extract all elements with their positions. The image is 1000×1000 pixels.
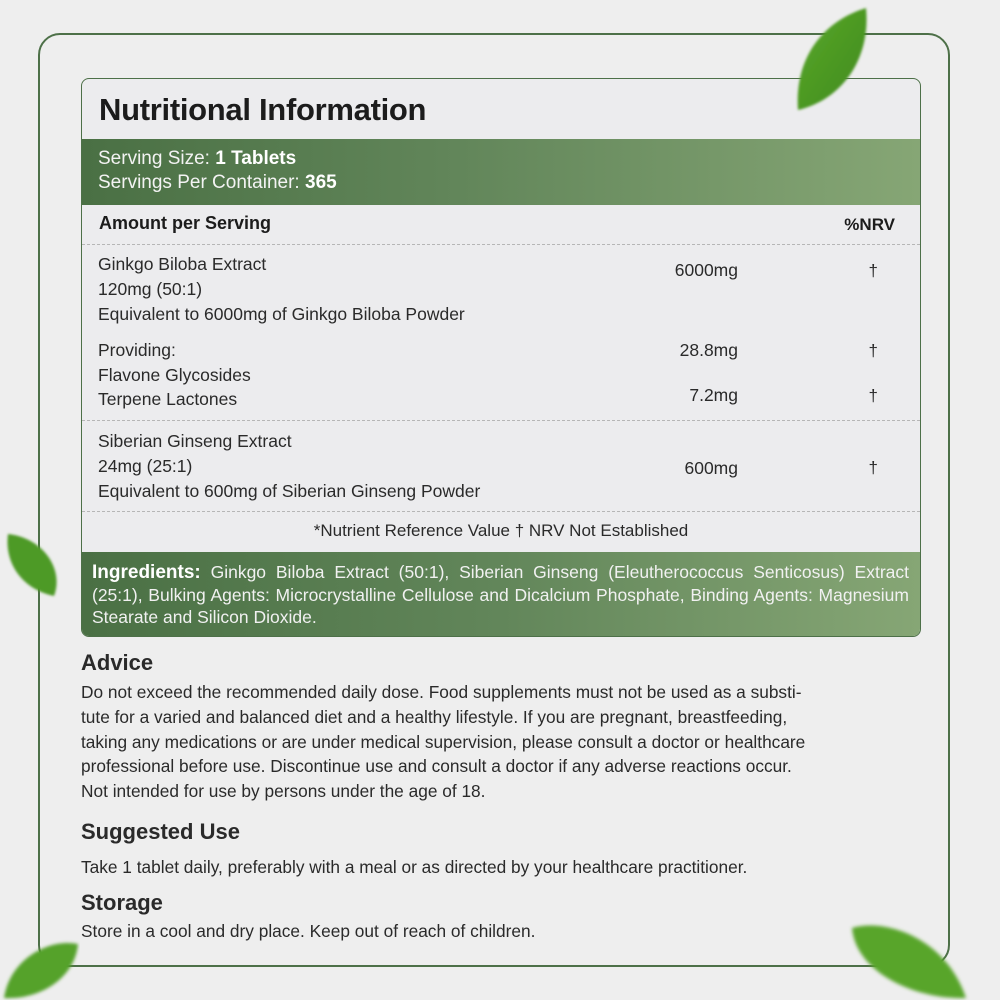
ingredients-text: Ginkgo Biloba Extract (50:1), Siberian Ginseng (Eleutherococcus Senticosus) Extract (25:1), Bulking Agents: Microcrystalline Cellulose and Dicalcium Phosphate, Binding Agents: Magnesium Stearate and Silicon Dioxide. <box>92 562 909 627</box>
nrv-value: † <box>868 386 878 405</box>
servings-per-container: Servings Per Container: 365 <box>98 172 337 193</box>
divider <box>82 420 920 421</box>
table-header <box>82 205 920 245</box>
suggested-use-heading: Suggested Use <box>81 819 240 844</box>
divider <box>82 511 920 512</box>
storage-text: Store in a cool and dry place. Keep out of reach of children. <box>81 921 536 941</box>
header-nrv: %NRV <box>844 215 895 234</box>
leaf-icon <box>846 918 970 1000</box>
divider <box>82 244 920 245</box>
suggested-use-text: Take 1 tablet daily, preferably with a meal or as directed by your healthcare practitioner. <box>81 857 748 877</box>
amount: 7.2mg <box>689 385 738 405</box>
advice-text: Do not exceed the recommended daily dose. Food supplements must not be used as a substi- tute for a varied and balanced diet and a healthy lifestyle. If you are pregnant, breastfeeding, taking any medications or are under medical supervision, please consult a doctor or healthcare professional before use. Discontinue use and consult a doctor if any adverse reactions occur. Not intended for use by persons under the age of 18. <box>81 682 806 802</box>
nutrition-panel: Nutritional Information Serving Size: 1 Tablets Servings Per Container: 365 Amount per Serving %NRV Ginkgo Biloba Extract 120mg (50:1) Equivalent to 6000mg of Ginkgo Biloba Powder 6000mg † Providing: Flavone Glycosides Terpene Lactones 28.8mg † 7.2mg † Siberian Ginseng Extract 24mg (25:1) Equivalent to 600mg of Siberian Ginseng Powder 600mg † *Nutrient Reference Value † NRV Not Established Ingredients: Ginkgo Biloba Extract (50:1), Siberian Ginseng (Eleutherococcus Senticosus) Extract (25:1), Bulking Agents: Microcrystalline Cellulose and Dicalcium Phosphate, Binding Agents: Magnesium Stearate and Silicon Dioxide. <box>81 78 921 637</box>
nrv-value: † <box>868 341 878 360</box>
leaf-icon <box>4 530 62 600</box>
panel-title: Nutritional Information <box>99 92 427 127</box>
leaf-icon <box>0 938 80 1000</box>
nrv-value: † <box>868 458 878 477</box>
ingredients-label: Ingredients: <box>92 562 201 583</box>
serving-size: Serving Size: 1 Tablets <box>98 148 297 169</box>
amount: 6000mg <box>674 260 738 280</box>
serving-band <box>82 139 920 205</box>
header-amount-per-serving: Amount per Serving <box>99 213 272 233</box>
footnote: *Nutrient Reference Value † NRV Not Established <box>313 521 689 540</box>
nrv-value: † <box>868 261 878 280</box>
leaf-icon <box>786 5 870 115</box>
storage-heading: Storage <box>81 890 163 915</box>
ingredients-band <box>82 552 920 637</box>
advice-heading: Advice <box>81 650 154 675</box>
amount: 28.8mg <box>679 340 738 360</box>
amount: 600mg <box>684 458 738 478</box>
